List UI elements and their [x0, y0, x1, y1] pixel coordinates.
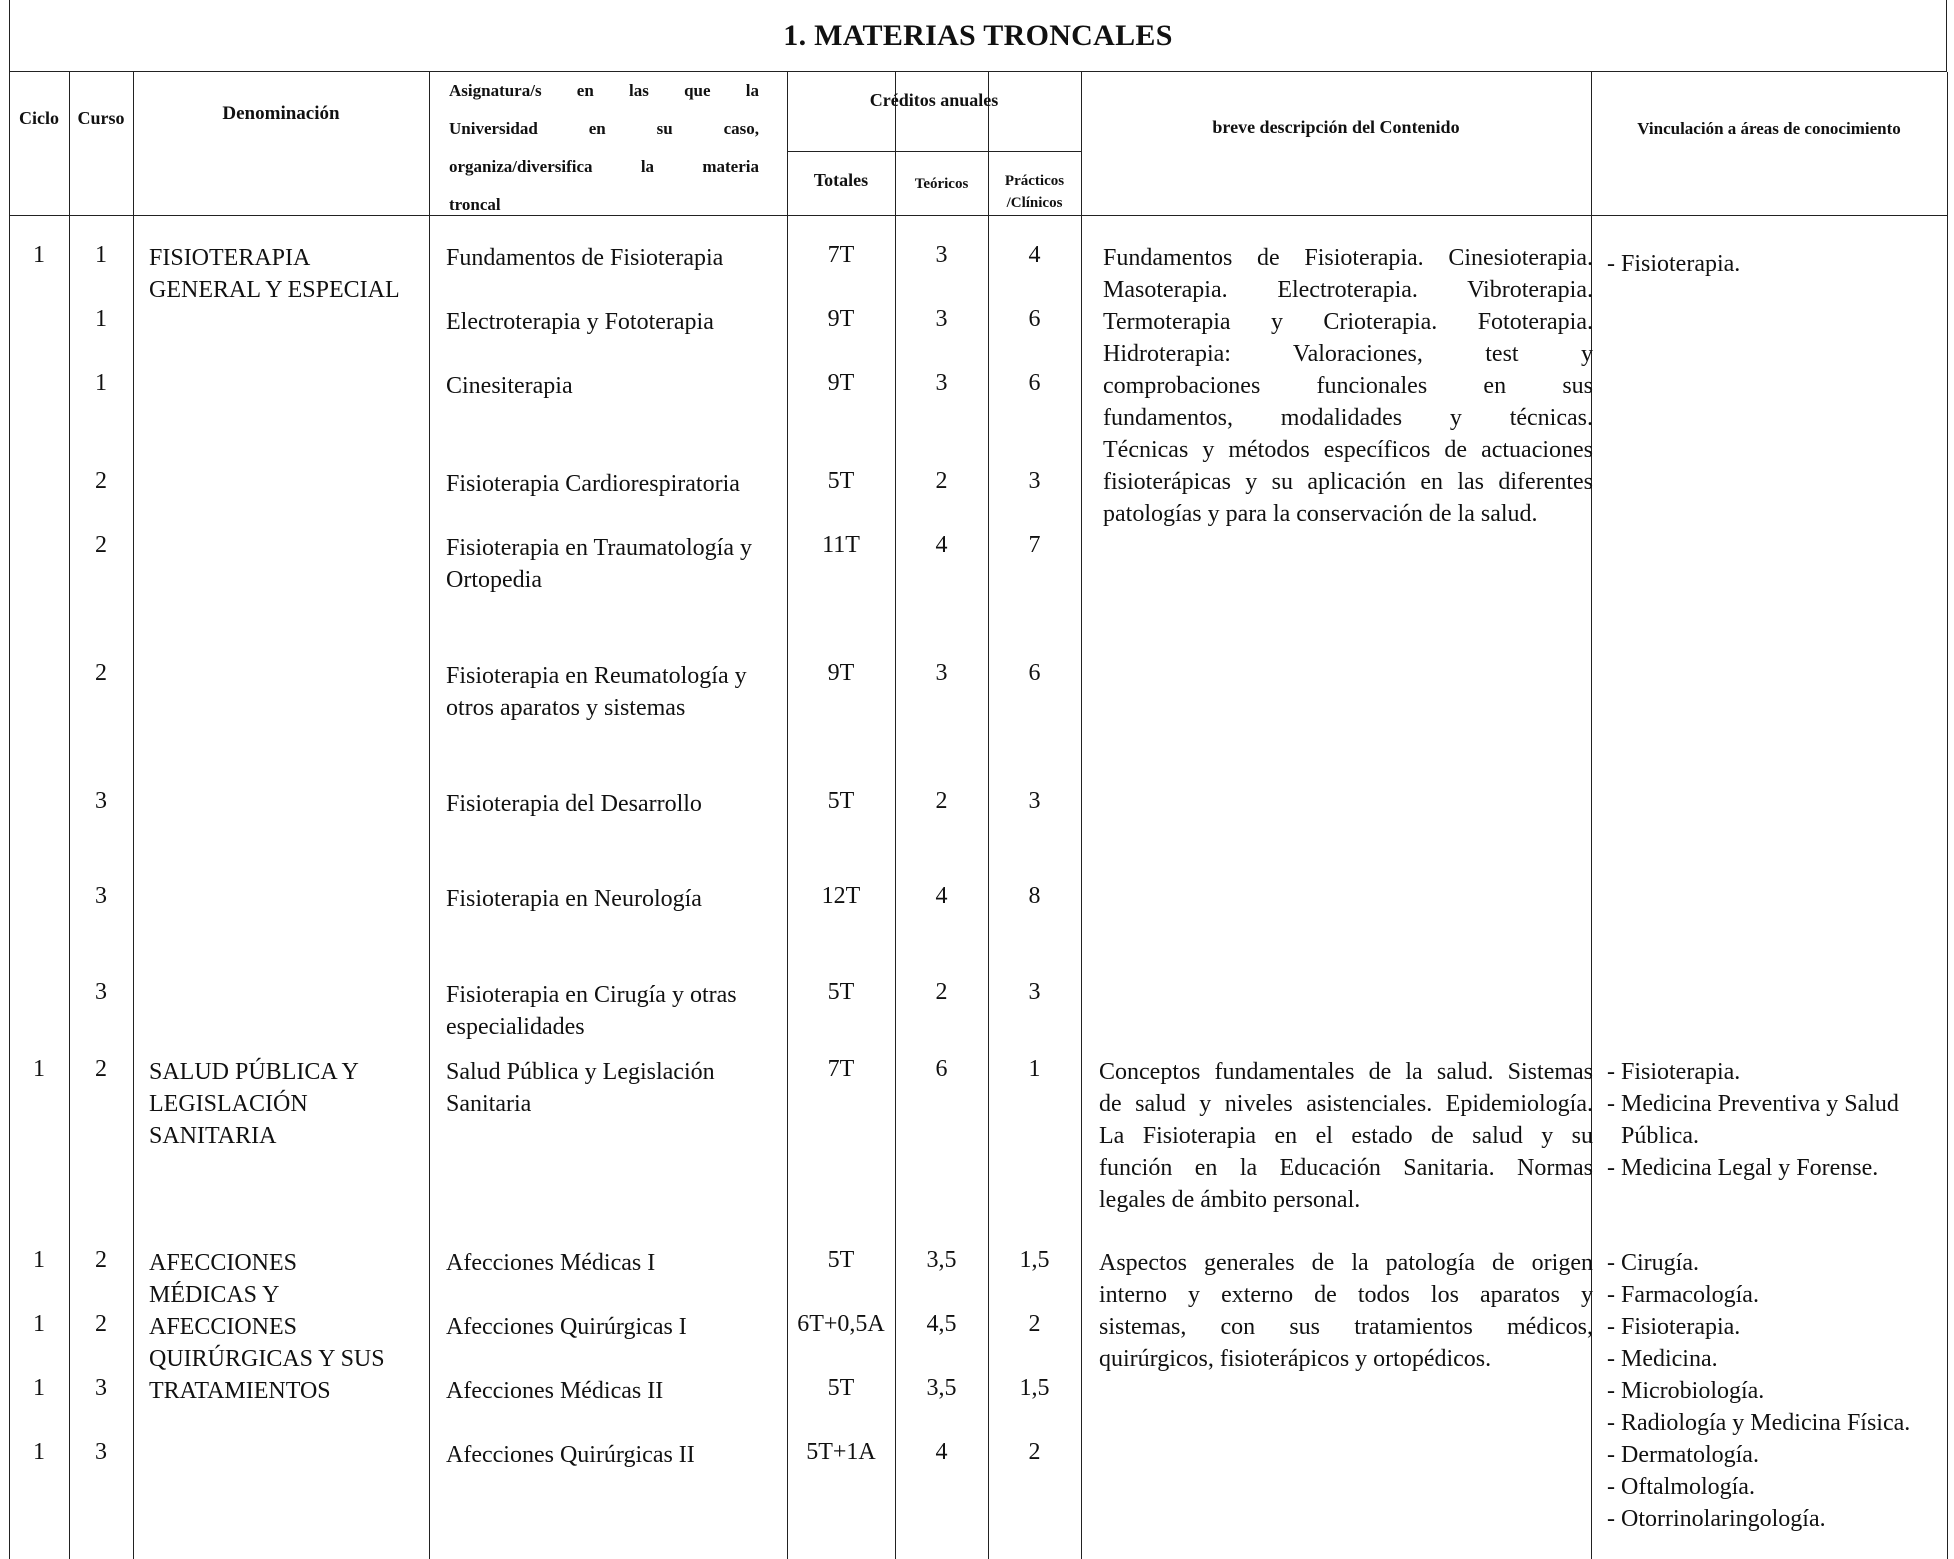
descripcion-line: de salud y niveles asistenciales. Epidemiología.	[1099, 1091, 1593, 1117]
cell-ciclo: 1	[33, 242, 45, 268]
cell-asignatura: Afecciones Quirúrgicas II	[446, 1442, 695, 1468]
denominacion-line: LEGISLACIÓN	[149, 1091, 308, 1117]
cell-totales: 5T	[827, 979, 855, 1005]
cell-totales: 7T	[827, 1056, 855, 1082]
cell-totales: 6T+0,5A	[797, 1311, 885, 1337]
cell-totales: 11T	[822, 532, 860, 558]
cell-teoricos: 2	[935, 979, 948, 1005]
cell-practicos: 3	[1028, 468, 1041, 494]
cell-asignatura: Fisioterapia Cardiorespiratoria	[446, 471, 740, 497]
cell-asignatura: Fundamentos de Fisioterapia	[446, 245, 724, 271]
descripcion-line: fisioterápicas y su aplicación en las diferentes	[1103, 469, 1593, 495]
column-rule	[429, 72, 430, 1559]
cell-curso: 2	[95, 468, 107, 494]
cell-totales: 9T	[827, 660, 855, 686]
area-line: - Cirugía.	[1607, 1250, 1699, 1276]
cell-teoricos: 3	[935, 660, 948, 686]
header-descripcion: breve descripción del Contenido	[1212, 117, 1460, 137]
cell-teoricos: 2	[935, 468, 948, 494]
cell-curso: 3	[95, 1439, 107, 1465]
cell-curso: 2	[95, 1056, 107, 1082]
header-asignatura	[449, 72, 759, 224]
descripcion-line: La Fisioterapia en el estado de salud y su	[1099, 1123, 1593, 1149]
cell-ciclo: 1	[33, 1056, 45, 1082]
descripcion-line: Masoterapia. Electroterapia. Vibroterapia.	[1103, 277, 1593, 303]
cell-totales: 5T	[827, 788, 855, 814]
cell-teoricos: 3,5	[926, 1247, 957, 1273]
cell-asignatura: especialidades	[446, 1014, 585, 1040]
header-ciclo: Ciclo	[19, 108, 59, 128]
cell-practicos: 6	[1028, 660, 1041, 686]
header-teoricos: Teóricos	[914, 176, 969, 192]
cell-teoricos: 2	[935, 788, 948, 814]
cell-curso: 1	[95, 306, 107, 332]
header-practicos-line: Prácticos	[1004, 173, 1065, 189]
denominacion-line: MÉDICAS Y	[149, 1282, 280, 1308]
cell-teoricos: 4	[935, 883, 948, 909]
page-title: 1. MATERIAS TRONCALES	[9, 0, 1947, 72]
cell-asignatura: Salud Pública y Legislación	[446, 1059, 715, 1085]
cell-asignatura: Cinesiterapia	[446, 373, 573, 399]
descripcion-line: Hidroterapia: Valoraciones, test y	[1103, 341, 1593, 367]
cell-asignatura: Fisioterapia en Neurología	[446, 886, 702, 912]
header-creditos: Créditos anuales	[869, 90, 999, 110]
header-asignatura-line: troncal	[449, 195, 501, 214]
cell-totales: 5T	[827, 468, 855, 494]
cell-curso: 3	[95, 1375, 107, 1401]
cell-asignatura: otros aparatos y sistemas	[446, 695, 686, 721]
descripcion-line: Fundamentos de Fisioterapia. Cinesioterapia.	[1103, 245, 1593, 271]
cell-curso: 2	[95, 1311, 107, 1337]
cell-ciclo: 1	[33, 1375, 45, 1401]
cell-practicos: 7	[1028, 532, 1041, 558]
descripcion-line: Termoterapia y Crioterapia. Fototerapia.	[1103, 309, 1593, 335]
header-vinculacion: Vinculación a áreas de conocimiento	[1637, 119, 1901, 138]
column-rule	[133, 72, 134, 1559]
cell-asignatura: Ortopedia	[446, 567, 542, 593]
area-line: - Fisioterapia.	[1607, 1314, 1741, 1340]
descripcion-line: Aspectos generales de la patología de origen	[1099, 1250, 1593, 1276]
header-totales: Totales	[813, 170, 869, 190]
header-curso: Curso	[77, 108, 125, 128]
descripcion-line: legales de ámbito personal.	[1099, 1187, 1361, 1213]
descripcion-line: sistemas, con sus tratamientos médicos,	[1099, 1314, 1593, 1340]
denominacion-line: AFECCIONES	[149, 1250, 298, 1276]
denominacion-line: AFECCIONES	[149, 1314, 298, 1340]
cell-curso: 3	[95, 979, 107, 1005]
cell-curso: 1	[95, 242, 107, 268]
column-rule	[1947, 72, 1948, 1559]
header-rule	[787, 151, 1081, 152]
cell-practicos: 8	[1028, 883, 1041, 909]
cell-teoricos: 3	[935, 370, 948, 396]
descripcion-line: Técnicas y métodos específicos de actuaciones	[1103, 437, 1593, 463]
cell-teoricos: 3	[935, 306, 948, 332]
denominacion-line: FISIOTERAPIA	[149, 245, 311, 271]
area-line: - Otorrinolaringología.	[1607, 1506, 1826, 1532]
descripcion-line: función en la Educación Sanitaria. Normas	[1099, 1155, 1593, 1181]
denominacion-line: TRATAMIENTOS	[149, 1378, 331, 1404]
cell-practicos: 1	[1028, 1056, 1041, 1082]
denominacion-line: GENERAL Y ESPECIAL	[149, 277, 400, 303]
cell-asignatura: Fisioterapia en Reumatología y	[446, 663, 747, 689]
cell-curso: 3	[95, 788, 107, 814]
area-line: - Medicina.	[1607, 1346, 1718, 1372]
descripcion-line: comprobaciones funcionales en sus	[1103, 373, 1593, 399]
area-line: - Medicina Legal y Forense.	[1607, 1155, 1879, 1181]
cell-asignatura: Afecciones Quirúrgicas I	[446, 1314, 687, 1340]
area-line: Pública.	[1621, 1123, 1699, 1149]
cell-asignatura: Afecciones Médicas II	[446, 1378, 664, 1404]
document-sheet	[9, 0, 1948, 1559]
cell-practicos: 4	[1028, 242, 1041, 268]
cell-practicos: 2	[1028, 1311, 1041, 1337]
cell-curso: 2	[95, 532, 107, 558]
cell-asignatura: Afecciones Médicas I	[446, 1250, 656, 1276]
cell-curso: 1	[95, 370, 107, 396]
cell-totales: 5T+1A	[806, 1439, 876, 1465]
cell-totales: 9T	[827, 370, 855, 396]
cell-asignatura: Sanitaria	[446, 1091, 532, 1117]
cell-asignatura: Fisioterapia en Cirugía y otras	[446, 982, 737, 1008]
cell-teoricos: 6	[935, 1056, 948, 1082]
area-line: - Oftalmología.	[1607, 1474, 1755, 1500]
cell-curso: 3	[95, 883, 107, 909]
cell-practicos: 3	[1028, 788, 1041, 814]
header-asignatura-line: Universidad en su caso,	[449, 119, 759, 138]
cell-teoricos: 3	[935, 242, 948, 268]
cell-ciclo: 1	[33, 1311, 45, 1337]
cell-totales: 9T	[827, 306, 855, 332]
header-asignatura-line: organiza/diversifica la materia	[449, 157, 759, 176]
descripcion-line: patologías y para la conservación de la salud.	[1103, 501, 1538, 527]
cell-practicos: 6	[1028, 306, 1041, 332]
cell-practicos: 3	[1028, 979, 1041, 1005]
cell-asignatura: Electroterapia y Fototerapia	[446, 309, 714, 335]
cell-curso: 2	[95, 660, 107, 686]
cell-teoricos: 4	[935, 532, 948, 558]
column-rule	[1081, 72, 1082, 1559]
cell-teoricos: 3,5	[926, 1375, 957, 1401]
area-line: - Medicina Preventiva y Salud	[1607, 1091, 1899, 1117]
cell-practicos: 2	[1028, 1439, 1041, 1465]
cell-totales: 12T	[821, 883, 861, 909]
denominacion-line: SALUD PÚBLICA Y	[149, 1059, 359, 1085]
cell-totales: 5T	[827, 1247, 855, 1273]
cell-ciclo: 1	[33, 1247, 45, 1273]
cell-totales: 5T	[827, 1375, 855, 1401]
header-denominacion: Denominación	[222, 103, 340, 124]
cell-practicos: 1,5	[1019, 1375, 1050, 1401]
descripcion-line: interno y externo de todos los aparatos y	[1099, 1282, 1593, 1308]
denominacion-line: QUIRÚRGICAS Y SUS	[149, 1346, 385, 1372]
cell-practicos: 1,5	[1019, 1247, 1050, 1273]
cell-teoricos: 4,5	[926, 1311, 957, 1337]
area-line: - Farmacología.	[1607, 1282, 1759, 1308]
denominacion-line: SANITARIA	[149, 1123, 277, 1149]
area-line: - Fisioterapia.	[1607, 1059, 1741, 1085]
area-line: - Radiología y Medicina Física.	[1607, 1410, 1911, 1436]
header-practicos	[988, 170, 1081, 214]
descripcion-line: fundamentos, modalidades y técnicas.	[1103, 405, 1593, 431]
cell-curso: 2	[95, 1247, 107, 1273]
header-practicos-line: /Clínicos	[1006, 195, 1063, 211]
cell-totales: 7T	[827, 242, 855, 268]
descripcion-line: Conceptos fundamentales de la salud. Sistemas	[1099, 1059, 1593, 1085]
header-bottom-rule	[9, 215, 1947, 216]
cell-practicos: 6	[1028, 370, 1041, 396]
descripcion-line: quirúrgicos, fisioterápicos y ortopédicos.	[1099, 1346, 1492, 1372]
area-line: - Microbiología.	[1607, 1378, 1765, 1404]
cell-ciclo: 1	[33, 1439, 45, 1465]
cell-teoricos: 4	[935, 1439, 948, 1465]
cell-asignatura: Fisioterapia del Desarrollo	[446, 791, 702, 817]
area-line: - Dermatología.	[1607, 1442, 1759, 1468]
header-asignatura-line: Asignatura/s en las que la	[449, 81, 759, 100]
cell-asignatura: Fisioterapia en Traumatología y	[446, 535, 752, 561]
area-line: - Fisioterapia.	[1607, 251, 1741, 277]
